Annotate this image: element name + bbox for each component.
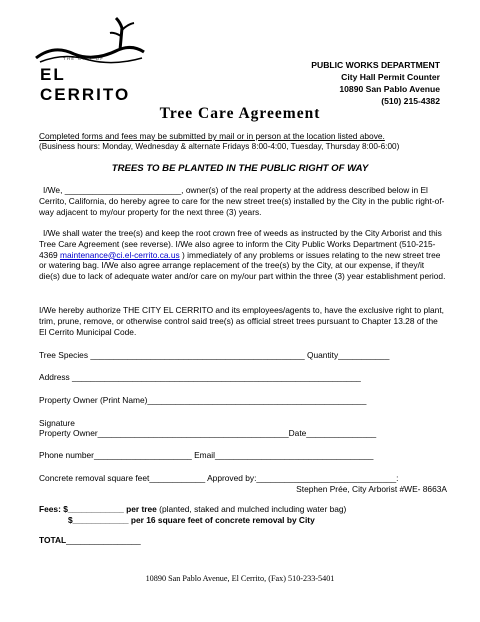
paragraph-authorization: I/We hereby authorize THE CITY EL CERRITO and its employees/agents to, have the exclusive right to plant, trim, prune, remove, or otherwise control said tree(s) as official street trees pursuant to Chapter 13.28 of the El Cerrito Municipal Code. — [39, 305, 444, 337]
department-block — [311, 59, 440, 107]
fee-tree-blank[interactable]: ____________ — [67, 504, 124, 514]
signature-label: Signature — [39, 418, 75, 428]
department-address: 10890 San Pablo Avenue — [339, 84, 440, 94]
tree-species-field[interactable]: Tree Species ______________________________________________ Quantity___________ — [39, 350, 390, 360]
department-phone: (510) 215-4382 — [381, 96, 440, 106]
paragraph-care-text-a: I/We shall water the tree(s) and keep the root crown free of weeds as instructed by the City Arborist and this Tree Care Agreement (see reverse). I/We also agree to inform the City Public Works Department (510-215-4369 — [39, 228, 442, 260]
fees-label: Fees: $ — [39, 504, 68, 514]
paragraph-care — [39, 228, 447, 282]
fee-concrete-prefix: $ — [68, 515, 73, 525]
fee-concrete-blank[interactable]: ____________ — [72, 515, 129, 525]
paragraph-agreement: I/We, _________________________, owner(s) of the real property at the address described below in El Cerrito, California, do hereby agree to care for the new street tree(s) installed by the City in the public right-of-way adjacent to my/our property for the next three (3) years. — [39, 185, 445, 217]
address-field[interactable]: Address ______________________________________________________________ — [39, 372, 361, 382]
phone-email-field[interactable]: Phone number_____________________ Email__________________________________ — [39, 450, 374, 460]
logo-city-name: EL CERRITO — [40, 65, 131, 104]
total-label: TOTAL — [39, 535, 67, 545]
business-hours: (Business hours: Monday, Wednesday & alternate Fridays 8:00-4:00, Tuesday, Thursday 8:00-6:00) — [39, 142, 400, 151]
owner-signature-field[interactable]: Property Owner_________________________________________Date_______________ — [39, 428, 377, 438]
page-title: Tree Care Agreement — [159, 105, 321, 122]
fee-tree-note: (planted, staked and mulched including water bag) — [156, 504, 347, 514]
hills-tree-icon — [34, 14, 146, 70]
department-name: PUBLIC WORKS DEPARTMENT — [311, 60, 440, 70]
total-blank[interactable]: ________________ — [66, 535, 141, 545]
total-line — [39, 535, 447, 546]
submission-notice: Completed forms and fees may be submitted by mail or in person at the location listed above. — [39, 131, 385, 141]
concrete-removal-field[interactable]: Concrete removal square feet____________ Approved by:______________________________: — [39, 473, 399, 483]
fee-tree-label: per tree — [123, 504, 157, 514]
department-counter: City Hall Permit Counter — [341, 72, 440, 82]
fee-concrete-label: per 16 square feet of concrete removal by City — [128, 515, 315, 525]
section-subtitle: TREES TO BE PLANTED IN THE PUBLIC RIGHT OF WAY — [111, 163, 369, 174]
fee-line-concrete — [39, 515, 447, 526]
fee-line-tree — [39, 504, 447, 515]
owner-print-name-field[interactable]: Property Owner (Print Name)_______________________________________________ — [39, 395, 367, 405]
city-logo — [34, 14, 146, 104]
footer-address: 10890 San Pablo Avenue, El Cerrito, (Fax) 510-233-5401 — [145, 574, 335, 583]
maintenance-email-link[interactable]: maintenance@ci.el-cerrito.ca.us — [59, 249, 180, 260]
paragraph-care-text-b: ) immediately of any problems or issues relating to the new street tree or watering bag. I/We also agree arrange replacement of the tree(s) by the City, at our expense, if they/it die(s) due to lack of adequate water and/or care on my/our part within the three (3) year establishment period. — [39, 249, 446, 282]
logo-small-text: THE CITY OF — [63, 56, 105, 61]
arborist-name: Stephen Prée, City Arborist #WE- 8663A — [296, 484, 447, 494]
